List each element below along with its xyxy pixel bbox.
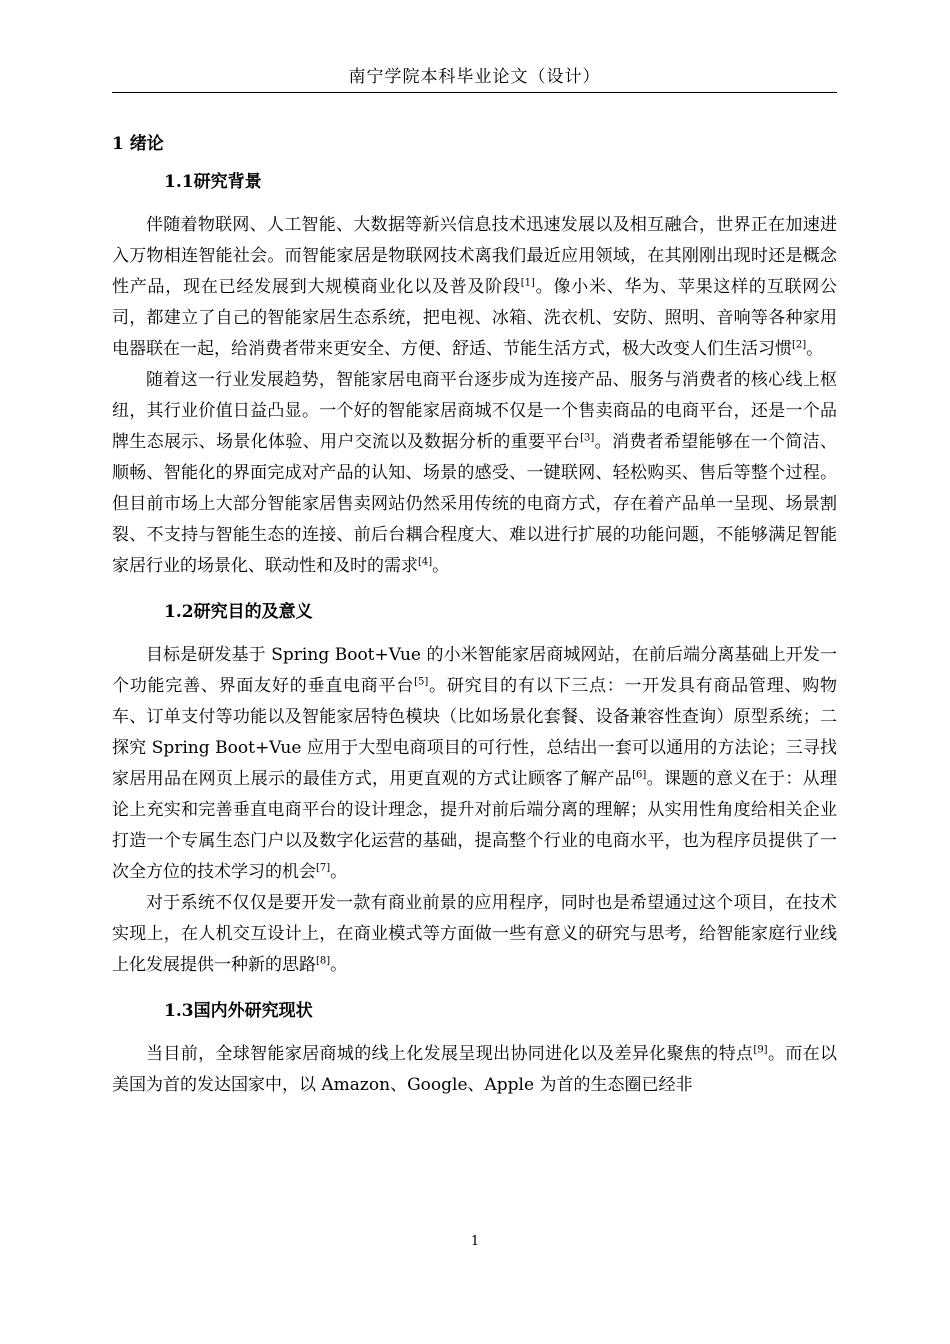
page-body <box>112 128 837 1101</box>
page-header <box>112 64 837 93</box>
citation: [8] <box>316 955 331 967</box>
citation: [4] <box>418 556 433 568</box>
paragraph: 当目前，全球智能家居商城的线上化发展呈现出协同进化以及差异化聚焦的特点[9]。而在以美国为首的发达国家中，以 Amazon、Google、Apple 为首的生态圈已经非 <box>112 1044 838 1095</box>
section-heading: 1.1研究背景 <box>164 172 262 192</box>
page-number: 1 <box>470 1234 480 1249</box>
citation: [9] <box>753 1044 768 1056</box>
citation: [2] <box>792 339 807 351</box>
citation: [3] <box>580 432 595 444</box>
chapter-title: 1 绪论 <box>112 134 164 154</box>
header-title: 南宁学院本科毕业论文（设计） <box>348 67 601 87</box>
section-heading: 1.3国内外研究现状 <box>164 1001 313 1021</box>
citation: [1] <box>520 277 535 289</box>
paragraph: 伴随着物联网、人工智能、大数据等新兴信息技术迅速发展以及相互融合，世界正在加速进入万物相连智能社会。而智能家居是物联网技术离我们最近应用领域，在其刚刚出现时还是概念性产品，现在已经发展到大规模商业化以及普及阶段[1]。像小米、华为、苹果这样的互联网公司，都建立了自己的智能家居生态系统，把电视、冰箱、洗衣机、安防、照明、音响等各种家用电器联在一起，给消费者带来更安全、方便、舒适、节能生活方式，极大改变人们生活习惯[2]。 <box>112 215 838 359</box>
paragraph: 目标是研发基于 Spring Boot+Vue 的小米智能家居商城网站，在前后端分离基础上开发一个功能完善、界面友好的垂直电商平台[5]。研究目的有以下三点：一开发具有商品管理、购物车、订单支付等功能以及智能家居特色模块（比如场景化套餐、设备兼容性查询）原型系统；二探究 Spring Boot+Vue 应用于大型电商项目的可行性，总结出一套可以通用的方法论；三寻找家居用品在网页上展示的最佳方式，用更直观的方式让顾客了解产品[6]。课题的意义在于：从理论上充实和完善垂直电商平台的设计理念，提升对前后端分离的理解；从实用性角度给相关企业打造一个专属生态门户以及数字化运营的基础，提高整个行业的电商水平，也为程序员提供了一次全方位的技术学习的机会[7]。 <box>112 645 838 882</box>
paragraph: 随着这一行业发展趋势，智能家居电商平台逐步成为连接产品、服务与消费者的核心线上枢纽，其行业价值日益凸显。一个好的智能家居商城不仅是一个售卖商品的电商平台，还是一个品牌生态展示、场景化体验、用户交流以及数据分析的重要平台[3]。消费者希望能够在一个简洁、顺畅、智能化的界面完成对产品的认知、场景的感受、一键联网、轻松购买、售后等整个过程。但目前市场上大部分智能家居售卖网站仍然采用传统的电商方式，存在着产品单一呈现、场景割裂、不支持与智能生态的连接、前后台耦合程度大、难以进行扩展的功能问题，不能够满足智能家居行业的场景化、联动性和及时的需求[4]。 <box>112 370 838 576</box>
citation: [6] <box>632 769 647 781</box>
citation: [5] <box>414 676 429 688</box>
section-heading: 1.2研究目的及意义 <box>164 602 313 622</box>
paragraph: 对于系统不仅仅是要开发一款有商业前景的应用程序，同时也是希望通过这个项目，在技术实现上，在人机交互设计上，在商业模式等方面做一些有意义的研究与思考，给智能家庭行业线上化发展提供一种新的思路[8]。 <box>112 893 837 975</box>
citation: [7] <box>316 862 331 874</box>
